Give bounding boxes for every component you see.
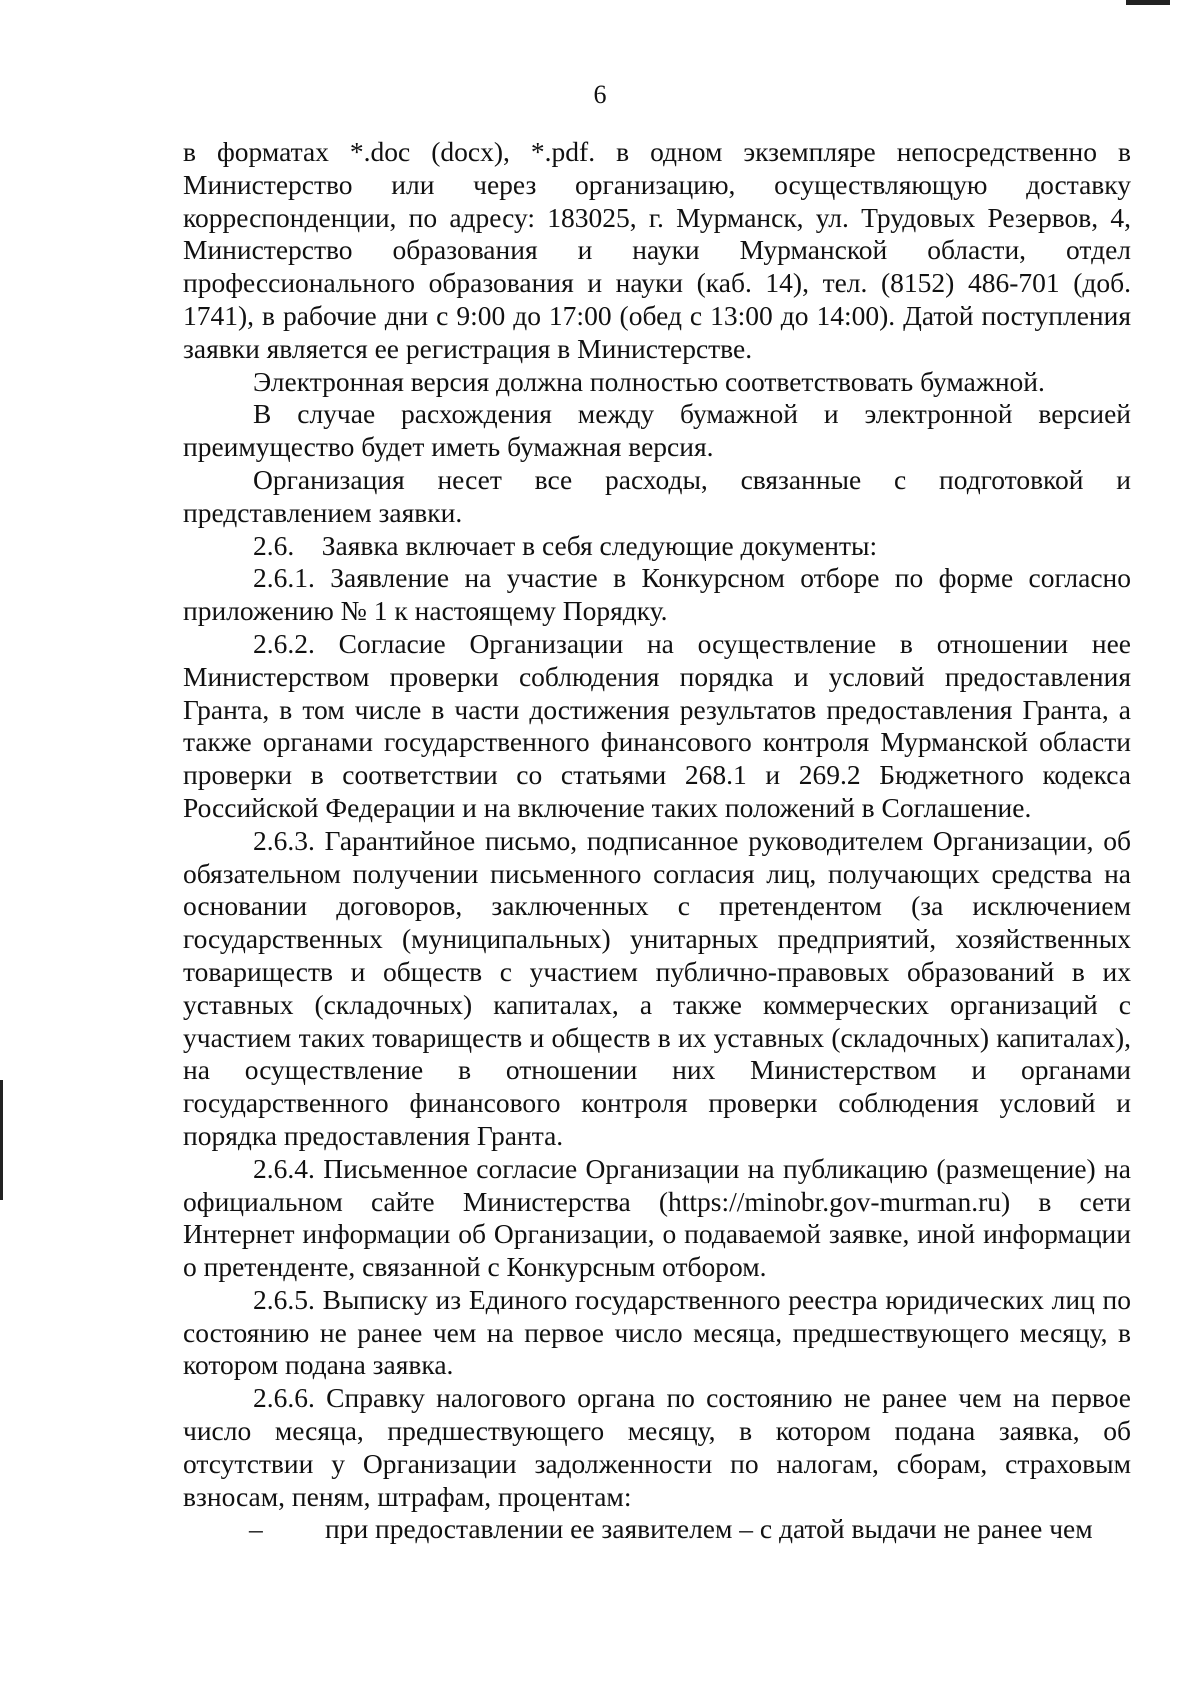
paragraph-discrepancy: В случае расхождения между бумажной и электронной версией преимущество будет иметь бумажная версия. xyxy=(183,398,1131,463)
item-2-6-4: 2.6.4. Письменное согласие Организации на публикацию (размещение) на официальном сайте Министерства (https://minobr.gov-murman.ru) в сети Интернет информации об Организации, о подаваемой заявке, иной информации о претенденте, связанной с Конкурсным отбором. xyxy=(183,1152,1131,1283)
item-2-6-5: 2.6.5. Выписку из Единого государственного реестра юридических лиц по состоянию не ранее чем на первое число месяца, предшествующего месяцу, в котором подана заявка. xyxy=(183,1283,1131,1381)
section-heading-2-6: 2.6. Заявка включает в себя следующие документы: xyxy=(253,529,878,561)
page-number: 6 xyxy=(593,80,607,109)
paragraph-expenses: Организация несет все расходы, связанные с подготовкой и представлением заявки. xyxy=(183,463,1131,528)
dash-list-item xyxy=(183,1513,1131,1546)
item-2-6-1: 2.6.1. Заявление на участие в Конкурсном отборе по форме согласно приложению № 1 к настоящему Порядку. xyxy=(183,562,1131,627)
paragraph-submission-address: в форматах *.doc (docx), *.pdf. в одном экземпляре непосредственно в Министерство или через организацию, осуществляющую доставку корреспонденции, по адресу: 183025, г. Мурманск, ул. Трудовых Резервов, 4, Министерство образования и науки Мурманской области, отдел профессионального образования и науки (каб. 14), тел. (8152) 486-701 (доб. 1741), в рабочие дни с 9:00 до 17:00 (обед с 13:00 до 14:00). Датой поступления заявки является ее регистрация в Министерстве. xyxy=(183,136,1131,364)
paragraph-electronic-version: Электронная версия должна полностью соответствовать бумажной. xyxy=(253,365,1045,397)
scan-edge-mark xyxy=(0,1080,3,1200)
document-body xyxy=(183,136,1131,1546)
item-2-6-2: 2.6.2. Согласие Организации на осуществление в отношении нее Министерством проверки соблюдения порядка и условий предоставления Гранта, в том числе в части достижения результатов предоставления Гранта, а также органами государственного финансового контроля Мурманской области проверки в соответствии со статьями 268.1 и 269.2 Бюджетного кодекса Российской Федерации и на включение таких положений в Соглашение. xyxy=(183,627,1131,823)
item-2-6-3: 2.6.3. Гарантийное письмо, подписанное руководителем Организации, об обязательном получении письменного согласия лиц, получающих средства на основании договоров, заключенных с претендентом (за исключением государственных (муниципальных) унитарных предприятий, хозяйственных товариществ и обществ с участием публично-правовых образований в их уставных (складочных) капиталах, а также коммерческих организаций с участием таких товариществ и обществ в их уставных (складочных) капиталах), на осуществление в отношении них Министерством и органами государственного финансового контроля проверки соблюдения условий и порядка предоставления Гранта. xyxy=(183,824,1131,1151)
scan-edge-mark xyxy=(1126,0,1170,5)
dash-marker: – xyxy=(249,1513,263,1545)
dash-item-text: при предоставлении ее заявителем – с датой выдачи не ранее чем xyxy=(325,1513,1093,1545)
item-2-6-6: 2.6.6. Справку налогового органа по состоянию не ранее чем на первое число месяца, предшествующего месяцу, в котором подана заявка, об отсутствии у Организации задолженности по налогам, сборам, страховым взносам, пеням, штрафам, процентам: xyxy=(183,1382,1131,1512)
